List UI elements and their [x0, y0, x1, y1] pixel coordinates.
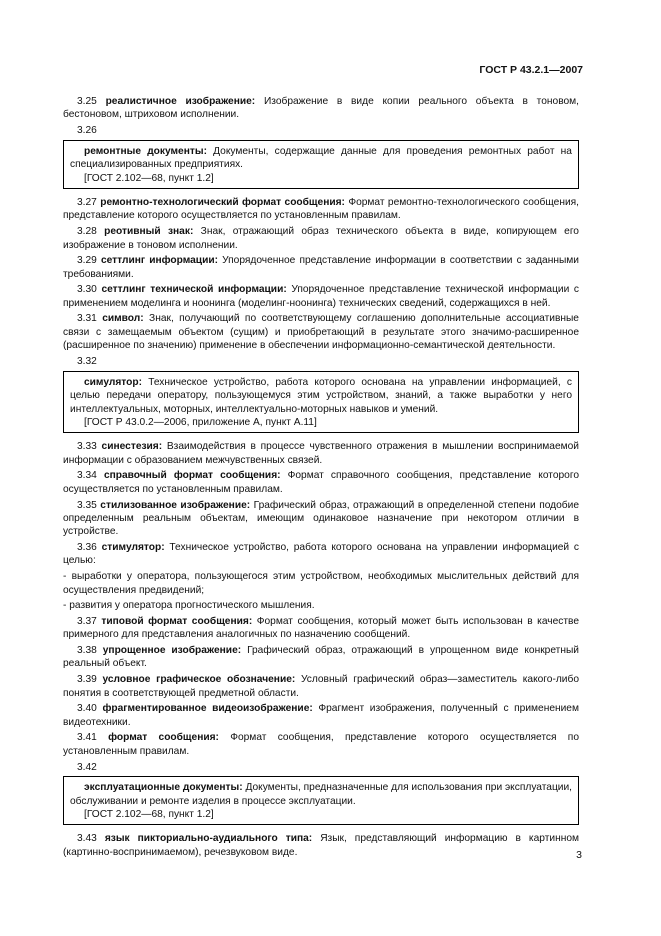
- entry-term: типовой формат сообщения:: [101, 615, 253, 627]
- entry-number: 3.30: [77, 284, 97, 296]
- entry-term: язык пикториально-аудиального типа:: [104, 833, 313, 845]
- list-item: - развития у оператора прогностического мышления.: [63, 600, 315, 612]
- entry-number: 3.38: [77, 645, 97, 657]
- entry-term: справочный формат сообщения:: [103, 470, 281, 482]
- entry-term: условное графическое обозначение:: [102, 674, 296, 686]
- entry-number: 3.36: [77, 542, 97, 554]
- entry-number: 3.35: [77, 499, 97, 511]
- definition-3-26-box: [63, 140, 579, 189]
- definition-3-37: [63, 615, 579, 642]
- definition-3-36: [63, 541, 579, 568]
- definition-3-33: [63, 440, 579, 467]
- entry-number: 3.28: [77, 226, 97, 238]
- entry-text: Документы, содержащие данные для проведения ремонтных работ на специализированных предприятиях.: [70, 145, 572, 171]
- entry-text: Техническое устройство, работа которого основана на управлении информацией с целью:: [63, 542, 579, 567]
- definition-3-25: [63, 95, 579, 122]
- entry-number: 3.29: [77, 255, 97, 267]
- definition-3-26-number: 3.26: [77, 125, 97, 137]
- entry-text: Фрагмент изображения, полученный с применением видеотехники.: [63, 703, 579, 728]
- definition-3-30: [63, 283, 579, 310]
- entry-text: Язык, представляющий информацию в картинном (картинно-воспринимаемом), речезвуковом виде.: [63, 833, 579, 858]
- entry-number: 3.41: [77, 732, 97, 744]
- document-header: ГОСТ Р 43.2.1—2007: [479, 64, 583, 76]
- definition-3-32-reference: [ГОСТ Р 43.0.2—2006, приложение А, пункт А.11]: [84, 416, 317, 428]
- entry-term: реотивный знак:: [104, 226, 194, 238]
- entry-number: 3.31: [77, 313, 97, 325]
- entry-term: реалистичное изображение:: [105, 96, 256, 107]
- entry-term: сеттлинг информации:: [100, 255, 218, 267]
- definition-3-32: [70, 376, 572, 416]
- entry-text: Знак, получающий по соответствующему соглашению дополнительные ассоциативные связи с замещаемым объектом (сущим) и приобретающий в результате этого значимо-расширенное (расширенное по значению) применение в обеспечении информационно-семантической деятельности.: [63, 313, 579, 352]
- entry-number: 3.33: [77, 441, 97, 453]
- entry-text: Формат справочного сообщения, представление которого осуществляется по установленным правилам.: [63, 470, 579, 495]
- definitions-list: [63, 95, 579, 862]
- entry-term: символ:: [102, 313, 144, 325]
- entry-text: Формат сообщения, который может быть использован в качестве примерного для представления аналогичных по назначению сообщений.: [63, 615, 579, 641]
- entry-text: Знак, отражающий образ технического объекта в виде, копирующем его изображение в тоновом исполнении.: [63, 226, 579, 251]
- entry-term: эксплуатационные документы:: [84, 782, 243, 794]
- entry-term: фрагментированное видеоизображение:: [102, 703, 313, 715]
- definition-3-26: [70, 145, 572, 172]
- entry-text: Графический образ, отражающий в определенной степени подобие определенным реальным объектам, имеющим одинаковое назначение при некотором отличии в устройстве.: [63, 499, 579, 538]
- entry-number: 3.39: [77, 674, 97, 686]
- definition-3-42-box: [63, 776, 579, 825]
- definition-3-42-reference: [ГОСТ 2.102—68, пункт 1.2]: [84, 809, 214, 821]
- entry-number: 3.27: [77, 197, 97, 209]
- entry-number: 3.34: [77, 470, 97, 482]
- definition-3-38: [63, 644, 579, 671]
- entry-text: Условный графический образ—заместитель какого-либо понятия в соответствующей предметной области.: [63, 674, 579, 699]
- entry-term: стилизованное изображение:: [100, 499, 251, 511]
- definition-3-27: [63, 196, 579, 223]
- entry-text: Формат ремонтно-технологического сообщения, представление которого осуществляется по установленным правилам.: [63, 197, 579, 222]
- definition-3-42: [70, 781, 572, 808]
- entry-term: сеттлинг технической информации:: [101, 284, 287, 296]
- definition-3-43: [63, 832, 579, 859]
- entry-text: Упорядоченное представление технической информации с применением моделинга и ноонинга (моделинг-ноонинга) технических сведений, содержащихся в ней.: [63, 284, 579, 309]
- definition-3-26-reference: [ГОСТ 2.102—68, пункт 1.2]: [84, 172, 214, 184]
- definition-3-40: [63, 702, 579, 729]
- entry-term: формат сообщения:: [108, 732, 219, 744]
- definition-3-34: [63, 469, 579, 496]
- definition-3-42-number: 3.42: [77, 761, 97, 773]
- entry-number: 3.25: [77, 96, 97, 107]
- definition-3-41: [63, 731, 579, 758]
- entry-text: Документы, предназначенные для использования при эксплуатации, обслуживании и ремонте изделия в процессе эксплуатации.: [70, 782, 572, 807]
- definition-3-39: [63, 673, 579, 700]
- entry-text: Формат сообщения, представление которого осуществляется по установленным правилам.: [63, 732, 579, 757]
- entry-number: 3.43: [77, 833, 97, 845]
- entry-text: Графический образ, отражающий в упрощенном виде конкретный реальный объект.: [63, 645, 579, 670]
- entry-text: Упорядоченное представление информации в соответствии с заданными требованиями.: [63, 255, 579, 280]
- definition-3-36-list: [63, 570, 579, 613]
- entry-text: Изображение в виде копии реального объекта в тоновом, бестоновом, штриховом исполнении.: [63, 96, 579, 121]
- page-number: 3: [576, 849, 582, 861]
- definition-3-35: [63, 499, 579, 539]
- entry-term: стимулятор:: [101, 542, 165, 554]
- definition-3-32-number: 3.32: [77, 355, 97, 367]
- definition-3-29: [63, 254, 579, 281]
- entry-term: ремонтно-технологический формат сообщения:: [100, 197, 345, 209]
- entry-text: Техническое устройство, работа которого основана на управлении информацией, с целью передачи оператору, пользующемуся этим устройством, знаний, а также выработки у него интеллектуальных, моторных, интеллектуально-моторных навыков и умений.: [70, 376, 572, 415]
- entry-term: ремонтные документы:: [84, 145, 207, 157]
- definition-3-28: [63, 225, 579, 252]
- entry-term: синестезия:: [101, 441, 163, 453]
- entry-term: упрощенное изображение:: [102, 645, 242, 657]
- entry-text: Взаимодействия в процессе чувственного отражения в мышлении воспринимаемой информации с образованием межчувственных связей.: [63, 441, 579, 466]
- entry-term: симулятор:: [84, 376, 142, 388]
- definition-3-32-box: [63, 371, 579, 434]
- list-item: - выработки у оператора, пользующегося этим устройством, необходимых мыслительных действий для осуществления предвидений;: [63, 571, 579, 596]
- definition-3-31: [63, 312, 579, 352]
- entry-number: 3.37: [77, 615, 97, 627]
- entry-number: 3.40: [77, 703, 97, 715]
